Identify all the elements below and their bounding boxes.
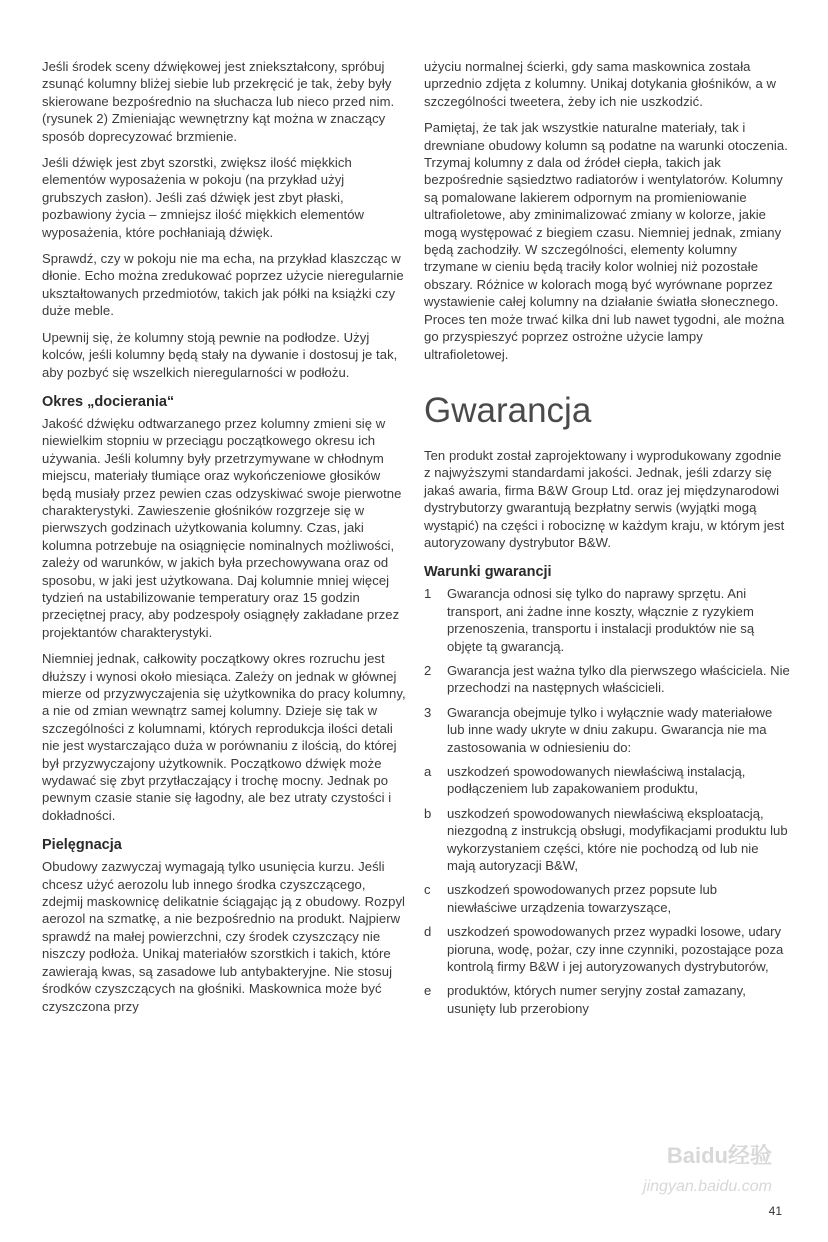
paragraph: Jeśli środek sceny dźwiękowej jest zniekształcony, spróbuj zsunąć kolumny bliżej siebie lub przekręcić je tak, żeby były skierowane bezpośrednio na słuchacza lub nieco przed nim. (rysunek 2) Zmieniając wewnętrzny kąt można w znaczący sposób doprecyzować brzmienie. — [42, 59, 395, 144]
paragraph: Jeśli dźwięk jest zbyt szorstki, zwiększ ilość miękkich elementów wyposażenia w pokoju (na przykład użyj grubszych zasłon). Jeśli zaś dźwięk jest zbyt płaski, pozbawiony życia – zmniejsz ilość miękkich elementów wyposażenia, które pochłaniają dźwięk. — [42, 155, 365, 240]
list-item — [424, 982, 790, 1017]
list-item — [424, 881, 790, 916]
paragraph: Ten produkt został zaprojektowany i wyprodukowany zgodnie z najwyższymi standardami jakości. Jednak, jeśli zdarzy się jakaś awaria, firma B&W Group Ltd. oraz jej międzynarodowi dystrybutorzy gwarantują bezpłatny serwis (wyjątki mogą wystąpić) na części i robociznę w każdym kraju, w którym jest autoryzowany dystrybutor B&W. — [424, 447, 785, 550]
watermark-url: jingyan.baidu.com — [643, 1178, 772, 1195]
list-item-text: uszkodzeń spowodowanych przez popsute lub niewłaściwe urządzenia towarzyszące, — [447, 882, 718, 915]
paragraph: Upewnij się, że kolumny stoją pewnie na podłodze. Użyj kolców, jeśli kolumny będą stały na dywanie i dostosuj je tak, aby pozbyć się wszelkich nieregularności w podłożu. — [42, 329, 398, 380]
paragraph: Sprawdź, czy w pokoju nie ma echa, na przykład klaszcząc w dłonie. Echo można zredukować poprzez użycie nieregularnie ukształtowanych przedmiotów, takich jak półki na książki czy duże meble. — [42, 251, 404, 319]
page-number: 41 — [768, 1204, 782, 1218]
list-item-text: uszkodzeń spowodowanych przez wypadki losowe, udary pioruna, wodę, pożar, czy inne czynniki, pozostające poza kontrolą firmy B&W i jej autoryzowanych dystrybutorów, — [447, 924, 784, 975]
watermark-logo: Baidu经验 — [666, 1143, 772, 1168]
list-marker: 1 — [424, 586, 432, 602]
list-item-text: produktów, których numer seryjny został zamazany, usunięty lub przerobiony — [447, 983, 746, 1016]
heading-break-in: Okres „docierania“ — [42, 393, 175, 410]
paragraph: Niemniej jednak, całkowity początkowy okres rozruchu jest dłuższy i wynosi około miesiąca. Zależy on jednak w głównej mierze od przyzwyczajenia się użytkownika do pracy kolumny, a nie od zmian wewnątrz samej kolumny. Dzieje się tak w szczególności z kolumnami, których reprodukcja ilości detali nie jest wystarczająco duża w porównaniu z ilością, do której był przyzwyczajony użytkownik. Początkowo dźwięk może wydawać się zbyt przytłaczający i trochę mocny. Jednak po pewnym czasie stanie się łagodny, ale bez utraty czystości i dokładności. — [42, 651, 406, 823]
paragraph: Jakość dźwięku odtwarzanego przez kolumny zmieni się w niewielkim stopniu w przeciągu początkowego okresu ich używania. Jeśli kolumny były przetrzymywane w chłodnym miejscu, materiały tłumiące oraz wykończeniowe głosików będą musiały przez pewien czas odzyskiwać swoje pierwotne charakterystyki. Zawieszenie głośników rozgrzeje się w pierwszych godzinach użytkowania kolumny. Czas, jaki kolumna potrzebuje na osiągnięcie nominalnych możliwości, zależy od warunków, w jakich była przechowywana oraz od sposobu, w jaki jest użytkowana. Daj kolumnie mniej więcej tydzień na ustabilizowanie temperatury oraz 15 godzin przeciętnej pracy, aby podzespoły osiągnęły zakładane przez projektantów charakterystyki. — [42, 415, 402, 640]
list-item-text: uszkodzeń spowodowanych niewłaściwą eksploatacją, niezgodną z instrukcją obsługi, modyfikacjami produktu lub wykorzystaniem części, które nie pochodzą od lub nie mają autoryzacji B&W, — [447, 805, 788, 874]
list-item — [424, 805, 790, 875]
list-marker: d — [424, 924, 432, 940]
list-item — [424, 662, 790, 697]
list-marker: a — [424, 764, 432, 779]
right-column — [424, 58, 790, 1024]
heading-care: Pielęgnacja — [42, 837, 122, 854]
left-column — [42, 58, 406, 1024]
paragraph: użyciu normalnej ścierki, gdy sama maskownica została uprzednio zdjęta z kolumny. Unikaj dotykania głośników, a w szczególności tweetera, żeby ich nie uszkodzić. — [424, 59, 777, 109]
list-marker: c — [424, 882, 431, 898]
list-marker: e — [424, 983, 432, 999]
paragraph: Obudowy zazwyczaj wymagają tylko usunięcia kurzu. Jeśli chcesz użyć aerozolu lub innego środka czyszczącego, zdejmij maskownicę delikatnie ściągając ją z obudowy. Rozpyl aerozol na szmatkę, a nie bezpośrednio na produkt. Najpierw sprawdź na małej powierzchni, czy środek czyszczący nie niszczy podłoża. Unikaj materiałów szorstkich i takich, które zawierają kwas, są zasadowe lub antybakteryjne. Nie stosuj środków czyszczących na głośniki. Maskownica może być czyszczona przy — [42, 859, 406, 1014]
section-title-warranty: Gwarancja — [424, 390, 592, 430]
paragraph: Pamiętaj, że tak jak wszystkie naturalne materiały, tak i drewniane obudowy kolumn są podatne na warunki otoczenia. Trzymaj kolumny z dala od źródeł ciepła, takich jak bezpośrednie sąsiedztwo radiatorów i wentylatorów. Kolumny są pomalowane lakierem odpornym na promieniowanie ultrafioletowe, aby zminimalizować zmiany w kolorze, jakie mogą występować z biegiem czasu. Niemniej jednak, zmiany będą zachodziły. W szczególności, elementy kolumny trzymane w cieniu będą traciły kolor wolniej niż pozostałe obszary. Różnice w kolorach mogą być wyrównane poprzez wystawienie całej kolumny na działanie światła słonecznego. Proces ten może trwać kilka dni lub nawet tygodni, ale można go przyspieszyć poprzez ostrożne użycie lampy ultrafioletowej. — [424, 120, 788, 362]
list-item — [424, 704, 790, 756]
list-item-text: uszkodzeń spowodowanych niewłaściwą instalacją, podłączeniem lub zapakowaniem produktu, — [447, 764, 746, 797]
list-marker: b — [424, 805, 432, 821]
list-item-text: Gwarancja obejmuje tylko i wyłącznie wady materiałowe lub inne wady ukryte w dniu zakupu. Gwarancja nie ma zastosowania w odniesieniu do: — [447, 704, 773, 755]
list-item — [424, 923, 790, 975]
warranty-list — [424, 585, 790, 1017]
list-item-text: Gwarancja jest ważna tylko dla pierwszego właściciela. Nie przechodzi na następnych właścicieli. — [447, 662, 790, 696]
list-item-text: Gwarancja odnosi się tylko do naprawy sprzętu. Ani transport, ani żadne inne koszty, włącznie z ryzykiem przenoszenia, transportu i instalacji produktów nie są objęte tą gwarancją. — [447, 586, 755, 654]
list-marker: 3 — [424, 704, 432, 720]
list-item — [424, 763, 790, 798]
list-marker: 2 — [424, 662, 432, 678]
list-item — [424, 585, 790, 655]
heading-warranty-terms: Warunki gwarancji — [424, 564, 552, 581]
